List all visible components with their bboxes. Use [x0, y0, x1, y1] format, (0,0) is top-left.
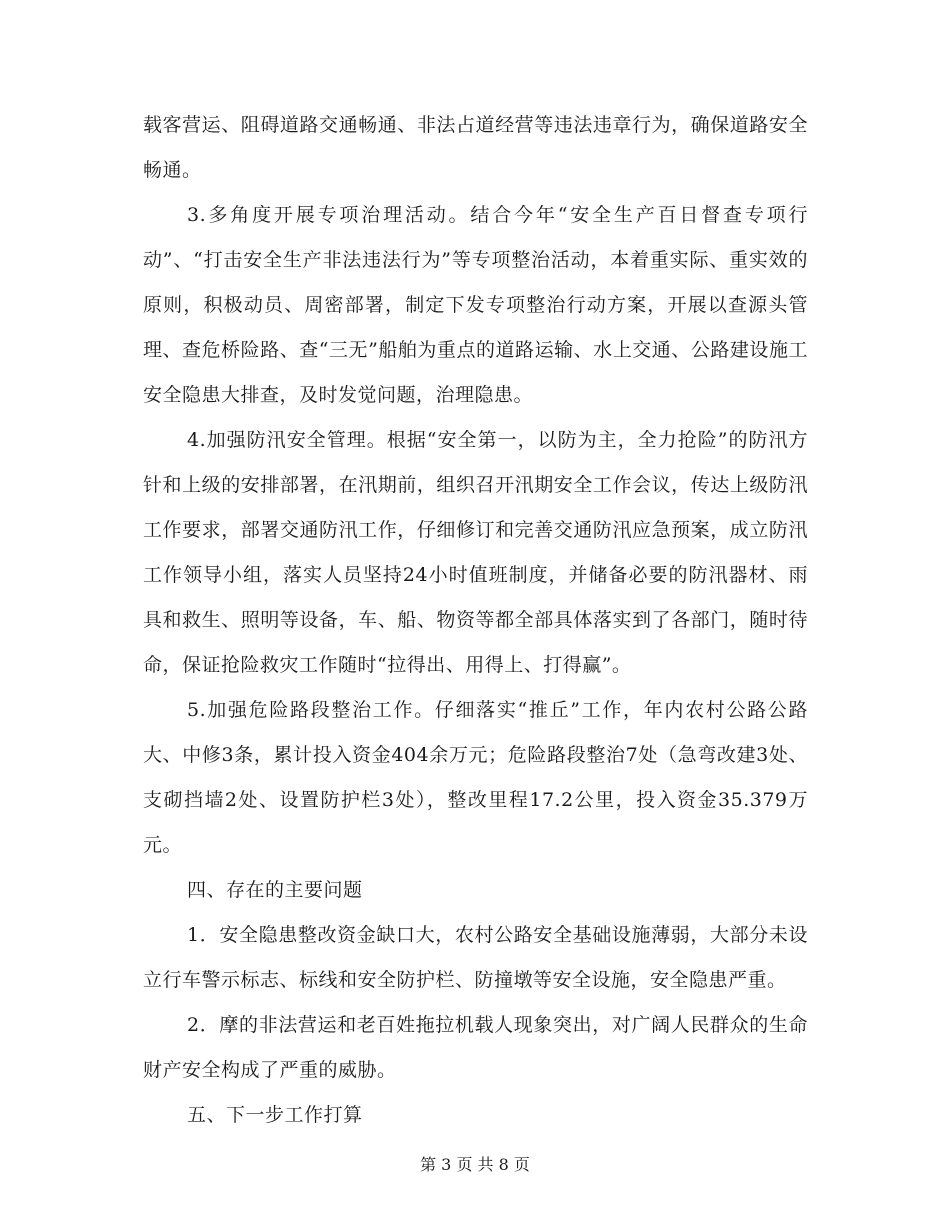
problem-item-2: 2．摩的非法营运和老百姓拖拉机载人现象突出，对广阔人民群众的生命财产安全构成了严重的威胁。 [143, 1014, 808, 1081]
paragraph-item-3: 3.多角度开展专项治理活动。结合今年“安全生产百日督查专项行动”、“打击安全生产非法违法行为”等专项整治活动，本着重实际、重实效的原则，积极动员、周密部署，制定下发专项整治行动方案，开展以查源头管理、查危桥险路、查“三无”船舶为重点的道路运输、水上交通、公路建设施工安全隐患大排查，及时发觉问题，治理隐患。 [143, 204, 808, 406]
page-number: 第 3 页 共 8 页 [420, 1155, 530, 1174]
paragraph-item-5: 5.加强危险路段整治工作。仔细落实“推丘”工作，年内农村公路公路大、中修3条，累计投入资金404余万元；危险路段整治7处（急弯改建3处、支砌挡墙2处、设置防护栏3处），整改里程17.2公里，投入资金35.379万元。 [143, 699, 808, 856]
paragraph-item-4: 4.加强防汛安全管理。根据“安全第一，以防为主，全力抢险”的防汛方针和上级的安排部署，在汛期前，组织召开汛期安全工作会议，传达上级防汛工作要求，部署交通防汛工作，仔细修订和完善交通防汛应急预案，成立防汛工作领导小组，落实人员坚持24小时值班制度，并储备必要的防汛器材、雨具和救生、照明等设备，车、船、物资等都全部具体落实到了各部门，随时待命，保证抢险救灾工作随时“拉得出、用得上、打得赢”。 [143, 429, 808, 676]
section-heading-next-steps: 五、下一步工作打算 [187, 1104, 363, 1126]
section-heading-problems: 四、存在的主要问题 [187, 879, 363, 901]
problem-item-1: 1．安全隐患整改资金缺口大，农村公路安全基础设施薄弱，大部分未设立行车警示标志、标线和安全防护栏、防撞墩等安全设施，安全隐患严重。 [143, 924, 808, 991]
document-body [143, 103, 808, 1138]
paragraph-continuation: 载客营运、阻碍道路交通畅通、非法占道经营等违法违章行为，确保道路安全畅通。 [143, 114, 808, 181]
